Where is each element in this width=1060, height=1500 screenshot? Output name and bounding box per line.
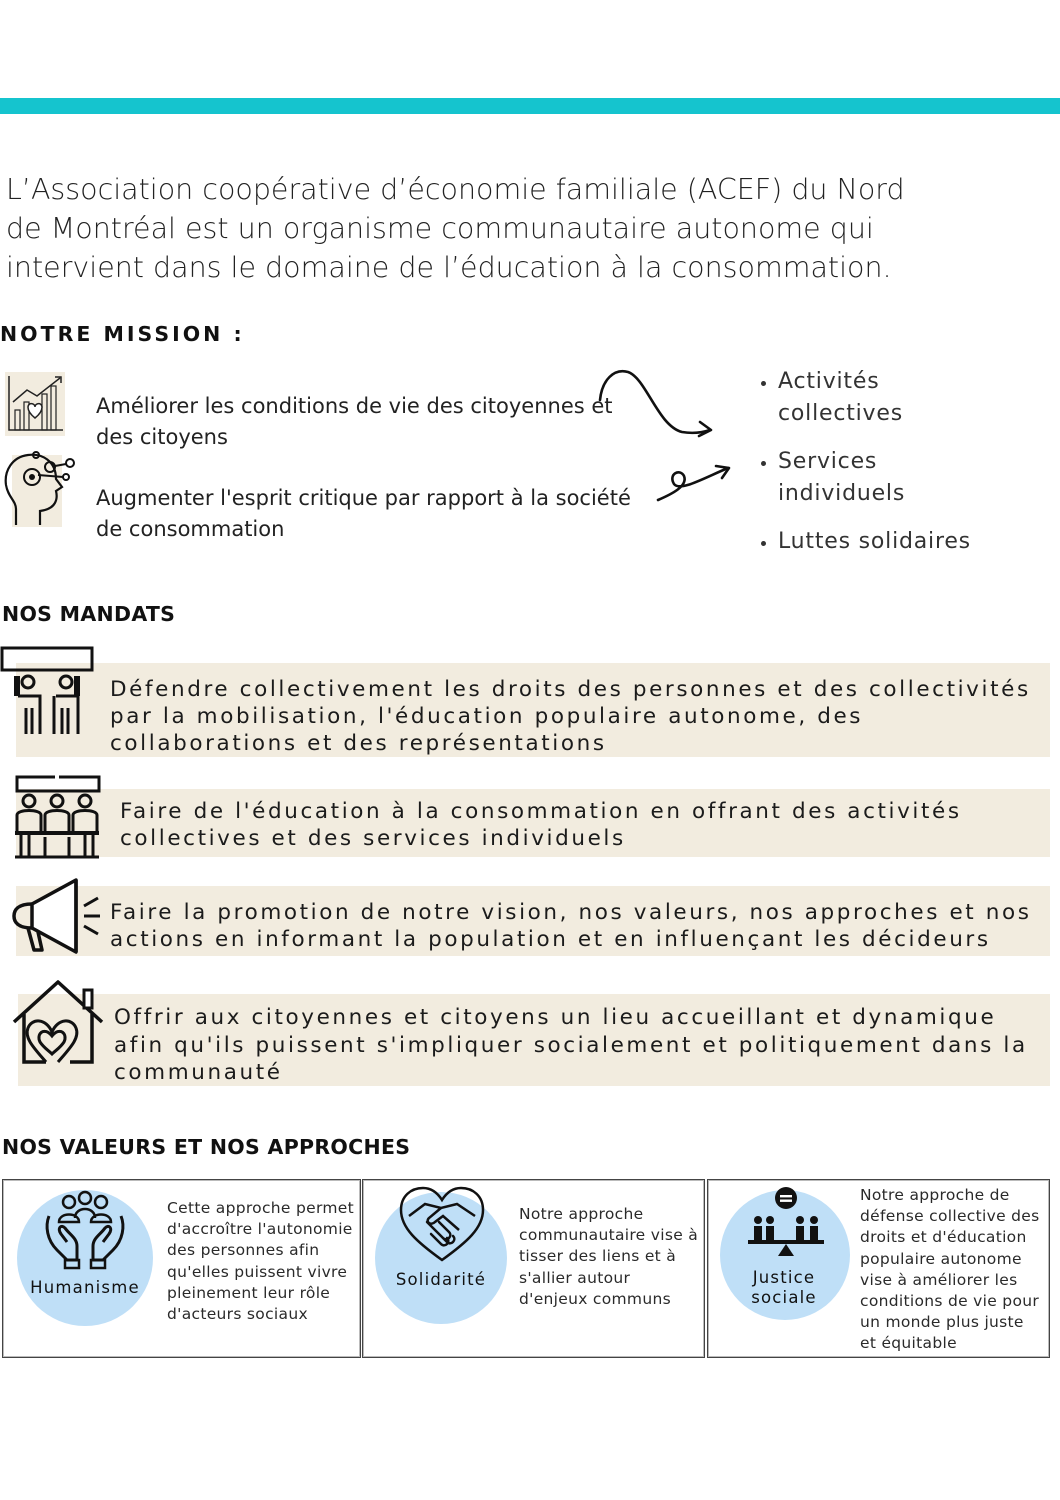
hands-people-icon (43, 1190, 127, 1270)
mandat-item-1: Défendre collectivement les droits des personnes et des collectivités par la mobilisation, l'éducation populaire autonome, des collaborations et des représentations (110, 677, 1031, 756)
mission-item-2: Augmenter l'esprit critique par rapport à la société de consommation (96, 486, 631, 541)
mandats-title: NOS MANDATS (2, 602, 176, 626)
valeurs-title: NOS VALEURS ET NOS APPROCHES (2, 1135, 411, 1159)
curly-arrow-2 (654, 460, 736, 508)
valeur-label: Humanisme (30, 1278, 140, 1297)
bullet-item: • Services individuels (778, 446, 918, 510)
mission-item-1: Améliorer les conditions de vie des citoyennes et des citoyens (96, 394, 613, 449)
house-heart-icon (10, 978, 106, 1066)
megaphone-icon (12, 876, 102, 956)
protest-sign-icon (0, 646, 96, 736)
meeting-table-icon (13, 773, 101, 861)
balance-people-icon (746, 1186, 826, 1258)
valeur-label: Justice sociale (751, 1268, 817, 1307)
valeur-label: Solidarité (395, 1270, 487, 1289)
valeur-card-humanisme (2, 1179, 361, 1358)
mission-title: NOTRE MISSION : (0, 322, 245, 346)
bullet-item: • Luttes solidaires (778, 526, 971, 558)
mandat-item-4: Offrir aux citoyennes et citoyens un lieu accueillant et dynamique afin qu'ils puissent s'impliquer socialement et politiquement dans la communauté (114, 1005, 1028, 1085)
valeur-description: Cette approche permet d'accroître l'autonomie des personnes afin qu'elles puissent vivre pleinement leur rôle d'acteurs sociaux (167, 1199, 354, 1324)
valeur-card-justice (707, 1179, 1050, 1358)
mandat-item-2: Faire de l'éducation à la consommation en offrant des activités collectives et des services individuels (120, 799, 962, 851)
top-accent-bar (0, 98, 1060, 114)
heart-handshake-icon (397, 1186, 487, 1264)
head-gears-icon (0, 447, 78, 529)
valeur-card-solidarite (362, 1179, 705, 1358)
curly-arrow-1 (596, 366, 716, 450)
chart-heart-icon (5, 372, 65, 436)
intro-paragraph: L’Association coopérative d’économie familiale (ACEF) du Nord de Montréal est un organisme communautaire autonome qui intervient dans le domaine de l’éducation à la consommation. (6, 173, 905, 284)
bullet-item: • Activités collectives (778, 366, 918, 430)
valeur-description: Notre approche de défense collective des droits et d'éducation populaire autonome vise à améliorer les conditions de vie pour un monde plus juste et équitable (860, 1186, 1040, 1353)
valeur-description: Notre approche communautaire vise à tisser des liens et à s'allier autour d'enjeux communs (519, 1205, 699, 1308)
mission-bullet-list (750, 366, 971, 574)
mandat-item-3: Faire la promotion de notre vision, nos valeurs, nos approches et nos actions en informant la population et en influençant les décideurs (110, 900, 1032, 952)
